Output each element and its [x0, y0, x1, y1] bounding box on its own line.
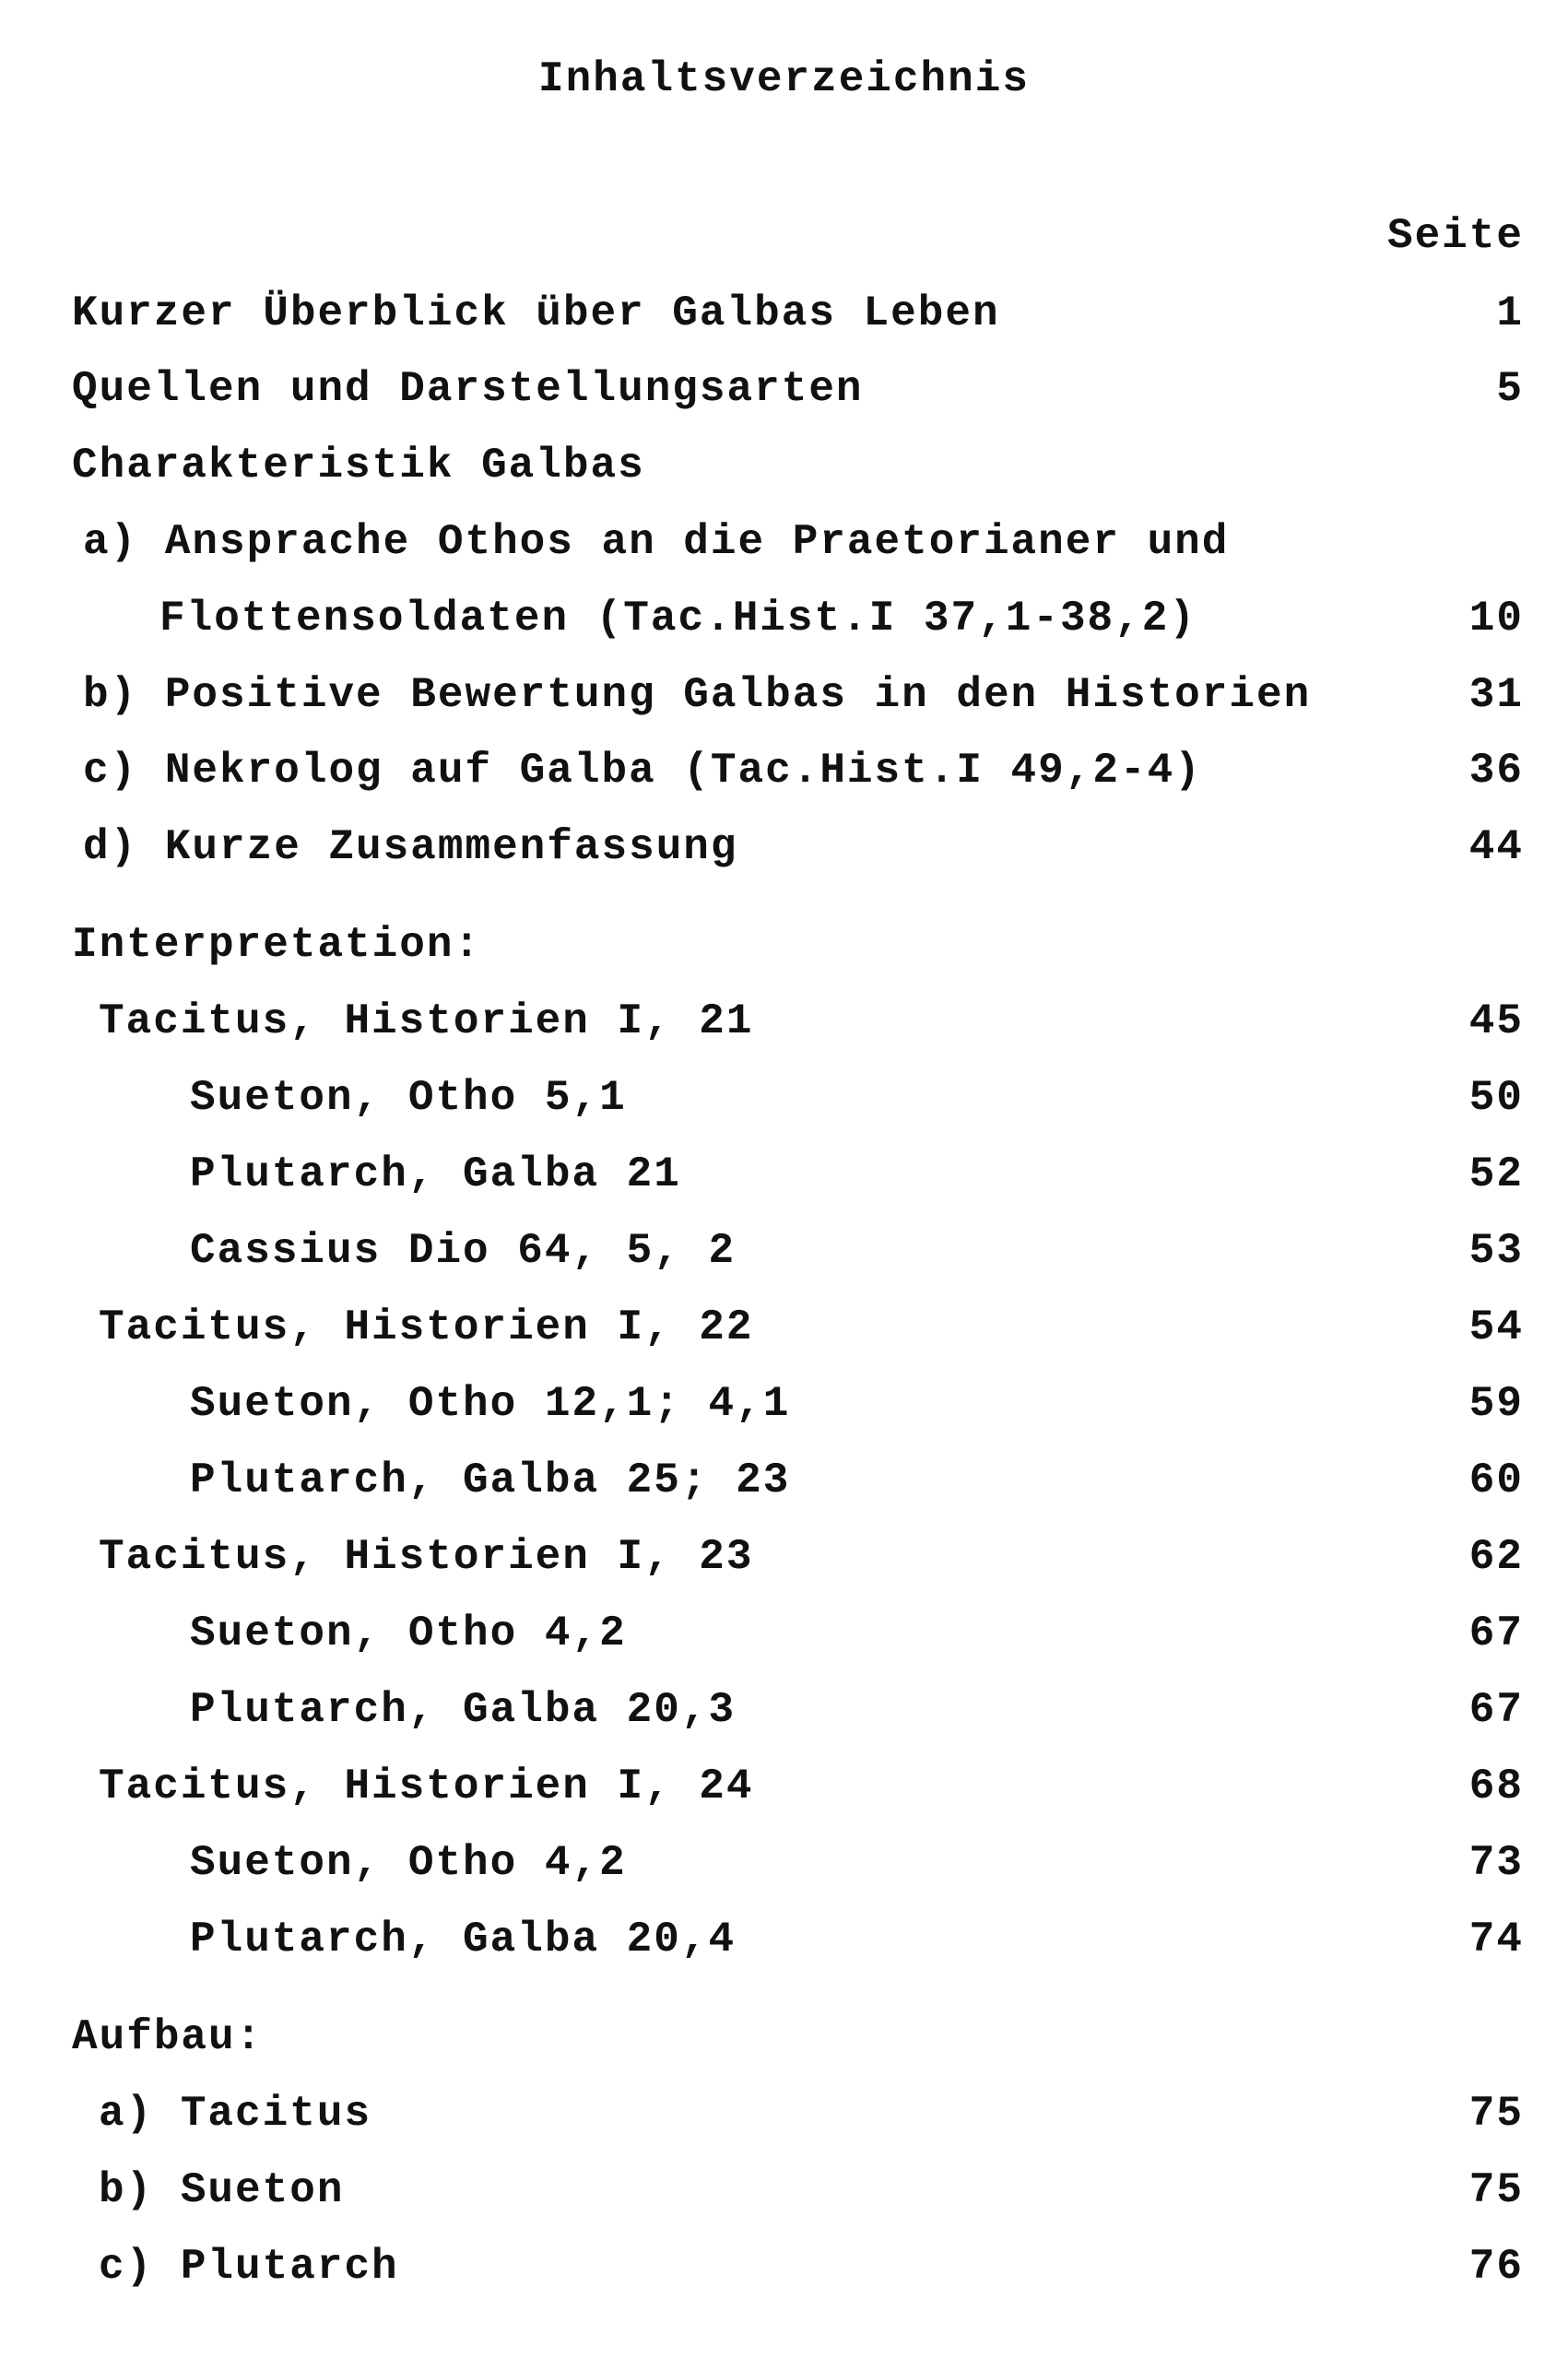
toc-entry: [0, 1529, 1568, 1585]
toc-entry-page: 76: [1468, 2243, 1524, 2291]
toc-entry-label: Cassius Dio 64, 5, 2: [190, 1227, 737, 1275]
toc-entry-page: 75: [1468, 2166, 1524, 2214]
toc-entry-label: Tacitus, Historien I, 22: [99, 1303, 754, 1351]
toc-entry-page: 67: [1468, 1609, 1524, 1657]
toc-entry: [0, 286, 1568, 341]
toc-entry: [0, 1300, 1568, 1355]
toc-entry-label: Aufbau:: [72, 2013, 264, 2061]
toc-entry: [0, 2163, 1568, 2218]
toc-entry: [0, 994, 1568, 1049]
toc-entry-page: 68: [1468, 1763, 1524, 1810]
toc-entry-page: 31: [1468, 671, 1524, 719]
toc-entry-label: b) Sueton: [99, 2166, 345, 2214]
toc-entry: [0, 667, 1568, 723]
toc-entry-label: c) Nekrolog auf Galba (Tac.Hist.I 49,2-4): [83, 747, 1202, 795]
toc-entry-label: Plutarch, Galba 20,3: [190, 1686, 737, 1734]
toc-entry-label: b) Positive Bewertung Galbas in den Historien: [83, 671, 1312, 719]
toc-entry-label: Sueton, Otho 4,2: [190, 1609, 627, 1657]
toc-entry: [0, 1759, 1568, 1814]
toc-entry: [0, 1606, 1568, 1661]
toc-entry: [0, 514, 1568, 570]
toc-entry-label: a) Ansprache Othos an die Praetorianer und: [83, 518, 1230, 566]
toc-entry: [0, 2239, 1568, 2294]
toc-entry-label: Quellen und Darstellungsarten: [72, 365, 864, 413]
toc-entry-page: 44: [1468, 823, 1524, 871]
toc-entry: [0, 1682, 1568, 1738]
toc-entry-label: Sueton, Otho 5,1: [190, 1074, 627, 1122]
toc-entry: [0, 1070, 1568, 1126]
toc-entry-label: Tacitus, Historien I, 23: [99, 1533, 754, 1581]
toc-entry-label: Plutarch, Galba 20,4: [190, 1916, 737, 1963]
toc-entry: [0, 2010, 1568, 2065]
toc-entry-label: Charakteristik Galbas: [72, 442, 645, 489]
toc-entry: [0, 1147, 1568, 1202]
toc-entry: [0, 1835, 1568, 1891]
toc-entry: [0, 2086, 1568, 2141]
toc-entry-page: 67: [1468, 1686, 1524, 1734]
toc-entry-label: Interpretation:: [72, 921, 482, 969]
toc-entry-page: 73: [1468, 1839, 1524, 1887]
toc-entry-page: 53: [1468, 1227, 1524, 1275]
toc-entry-page: 5: [1496, 365, 1524, 413]
toc-entry-label: Tacitus, Historien I, 24: [99, 1763, 754, 1810]
toc-entry: [0, 1223, 1568, 1279]
toc-entry-page: 45: [1468, 997, 1524, 1045]
toc-entry: [0, 361, 1568, 417]
toc-entry: [0, 819, 1568, 875]
toc-entry-label: Plutarch, Galba 25; 23: [190, 1456, 791, 1504]
toc-entry-label: Kurzer Überblick über Galbas Leben: [72, 289, 1000, 337]
toc-entry: [0, 917, 1568, 973]
toc-entry-label: Plutarch, Galba 21: [190, 1150, 681, 1198]
toc-entry-label: Sueton, Otho 12,1; 4,1: [190, 1380, 791, 1428]
toc-entry-page: 75: [1468, 2090, 1524, 2138]
toc-entry-label: c) Plutarch: [99, 2243, 399, 2291]
toc-entry-page: 52: [1468, 1150, 1524, 1198]
toc-entry: [0, 1376, 1568, 1432]
toc-entry-label: d) Kurze Zusammenfassung: [83, 823, 738, 871]
toc-entry-page: 50: [1468, 1074, 1524, 1122]
toc-entry-label: Flottensoldaten (Tac.Hist.I 37,1-38,2): [159, 595, 1197, 643]
toc-entry-page: 59: [1468, 1380, 1524, 1428]
toc-entry-page: 36: [1468, 747, 1524, 795]
page-title: Inhaltsverzeichnis: [538, 55, 1030, 103]
toc-entry: [0, 591, 1568, 646]
toc-entry: [0, 1453, 1568, 1508]
toc-entry: [0, 1912, 1568, 1967]
toc-entry-label: Sueton, Otho 4,2: [190, 1839, 627, 1887]
toc-entry-page: 54: [1468, 1303, 1524, 1351]
toc-entry-label: a) Tacitus: [99, 2090, 372, 2138]
toc-entry: [0, 743, 1568, 798]
toc-entry-page: 1: [1496, 289, 1524, 337]
toc-entry-label: Tacitus, Historien I, 21: [99, 997, 754, 1045]
toc-entry: [0, 438, 1568, 493]
toc-entry-page: 74: [1468, 1916, 1524, 1963]
toc-entry-page: 62: [1468, 1533, 1524, 1581]
toc-entry-page: 60: [1468, 1456, 1524, 1504]
page-column-header: Seite: [1386, 212, 1524, 260]
toc-entry-page: 10: [1468, 595, 1524, 643]
